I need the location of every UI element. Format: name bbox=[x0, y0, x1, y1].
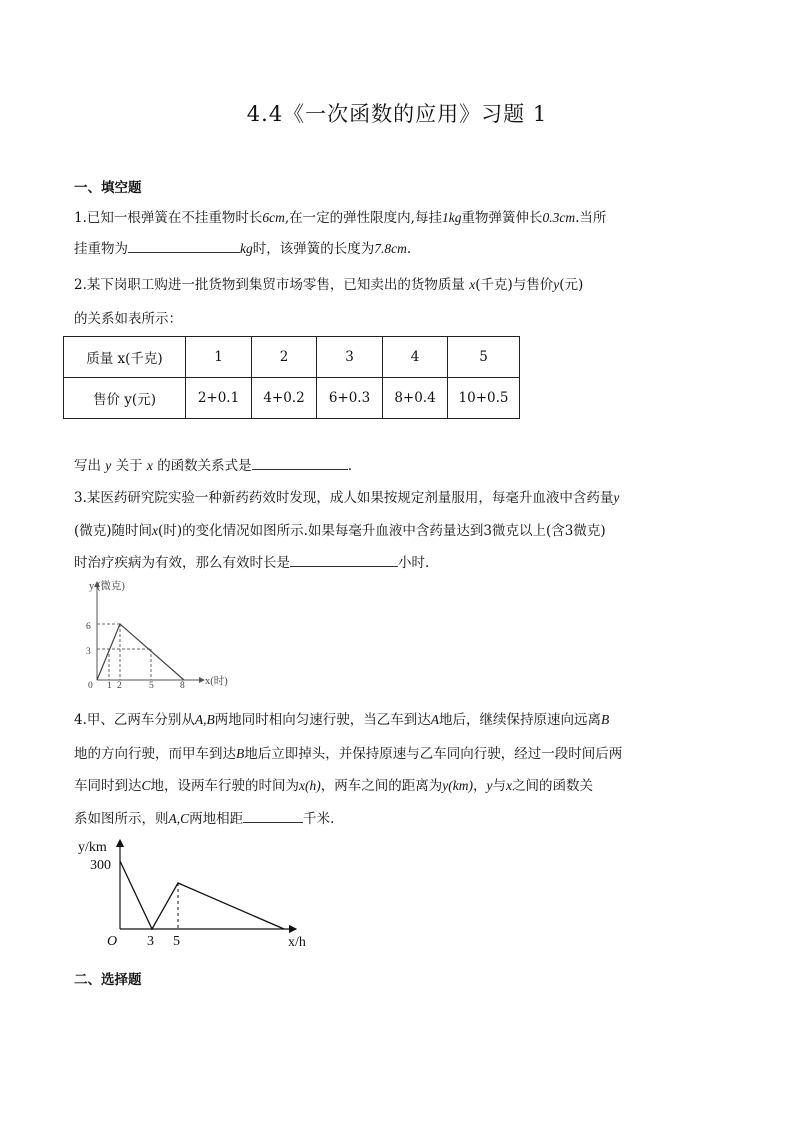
y-tick-label: 6 bbox=[86, 622, 91, 632]
x-tick-label: 1 bbox=[107, 681, 112, 691]
x-tick-label: 2 bbox=[117, 681, 122, 691]
table-header-cell: 质量 x(千克) bbox=[64, 337, 186, 378]
section-heading-multiple-choice: 二、选择题 bbox=[74, 972, 142, 988]
q2-line-2: 的关系如表所示： bbox=[74, 311, 182, 327]
table-cell: 2 bbox=[252, 337, 317, 378]
x-axis-label: x/h bbox=[288, 935, 306, 950]
table-cell: 5 bbox=[448, 337, 520, 378]
x-axis-label: x(时) bbox=[205, 676, 228, 687]
table-cell: 6+0.3 bbox=[317, 378, 383, 419]
y-axis-label: y (微克) bbox=[89, 581, 125, 592]
table-row bbox=[64, 378, 520, 419]
q3-answer-blank[interactable] bbox=[290, 554, 398, 567]
table-cell: 10+0.5 bbox=[448, 378, 520, 419]
q4-line-1: 4.甲、乙两车分别从A,B两地同时相向匀速行驶，当乙车到达A地后，继续保持原速向远离B bbox=[74, 712, 610, 728]
q2-answer-blank[interactable] bbox=[252, 457, 348, 470]
table-cell: 2+0.1 bbox=[186, 378, 252, 419]
q1-answer-blank[interactable] bbox=[128, 240, 240, 253]
table-row bbox=[64, 337, 520, 378]
page-title: 4.4《一次函数的应用》习题 1 bbox=[246, 102, 548, 126]
distance-time-graph bbox=[74, 836, 324, 954]
q4-line-3: 车同时到达C地，设两车行驶的时间为x(h)，两车之间的距离为y(km)，y与x之间的函数关 bbox=[74, 778, 593, 794]
q3-line-3: 时治疗疾病为有效，那么有效时长是 小时. bbox=[74, 555, 430, 571]
table-header-cell: 售价 y(元) bbox=[64, 378, 186, 419]
q1-line-2: 挂重物为 kg时，该弹簧的长度为7.8cm. bbox=[74, 241, 412, 257]
x-tick-label: 5 bbox=[173, 934, 180, 949]
table-cell: 4 bbox=[383, 337, 448, 378]
origin-label: O bbox=[107, 934, 118, 949]
table-cell: 3 bbox=[317, 337, 383, 378]
x-tick-label: 8 bbox=[180, 681, 185, 691]
q4-answer-blank[interactable] bbox=[243, 810, 303, 823]
q2-line-1: 2.某下岗职工购进一批货物到集贸市场零售，已知卖出的货物质量 x(千克)与售价y(元) bbox=[74, 277, 584, 293]
section-heading-fill-blank: 一、填空题 bbox=[74, 180, 142, 196]
q4-line-2: 地的方向行驶，而甲车到达B地后立即掉头，并保持原速与乙车同向行驶，经过一段时间后两 bbox=[74, 746, 623, 762]
table-cell: 8+0.4 bbox=[383, 378, 448, 419]
q3-line-1: 3.某医药研究院实验一种新药药效时发现，成人如果按规定剂量服用，每毫升血液中含药量y bbox=[74, 490, 620, 506]
y-tick-label: 300 bbox=[90, 858, 111, 873]
concentration-curve bbox=[97, 624, 184, 680]
x-tick-label: 3 bbox=[147, 934, 154, 949]
q3-line-2: (微克)随时间x(时)的变化情况如图所示.如果每毫升血液中含药量达到3微克以上(含3微克) bbox=[74, 523, 606, 539]
q2-data-table bbox=[63, 336, 520, 419]
q2-line-3: 写出 y 关于 x 的函数关系式是 . bbox=[74, 458, 352, 474]
x-tick-label: 5 bbox=[149, 681, 154, 691]
y-axis-label: y/km bbox=[78, 840, 107, 855]
table-cell: 1 bbox=[186, 337, 252, 378]
origin-label: 0 bbox=[88, 681, 93, 691]
q1-line-1: 1.已知一根弹簧在不挂重物时长6cm,在一定的弹性限度内,每挂1kg重物弹簧伸长0.3cm.当所 bbox=[74, 210, 607, 226]
table-cell: 4+0.2 bbox=[252, 378, 317, 419]
y-tick-label: 3 bbox=[86, 647, 91, 657]
q4-line-4: 系如图所示，则A,C两地相距 千米. bbox=[74, 811, 335, 827]
distance-curve bbox=[120, 861, 284, 929]
drug-concentration-graph bbox=[74, 574, 244, 692]
